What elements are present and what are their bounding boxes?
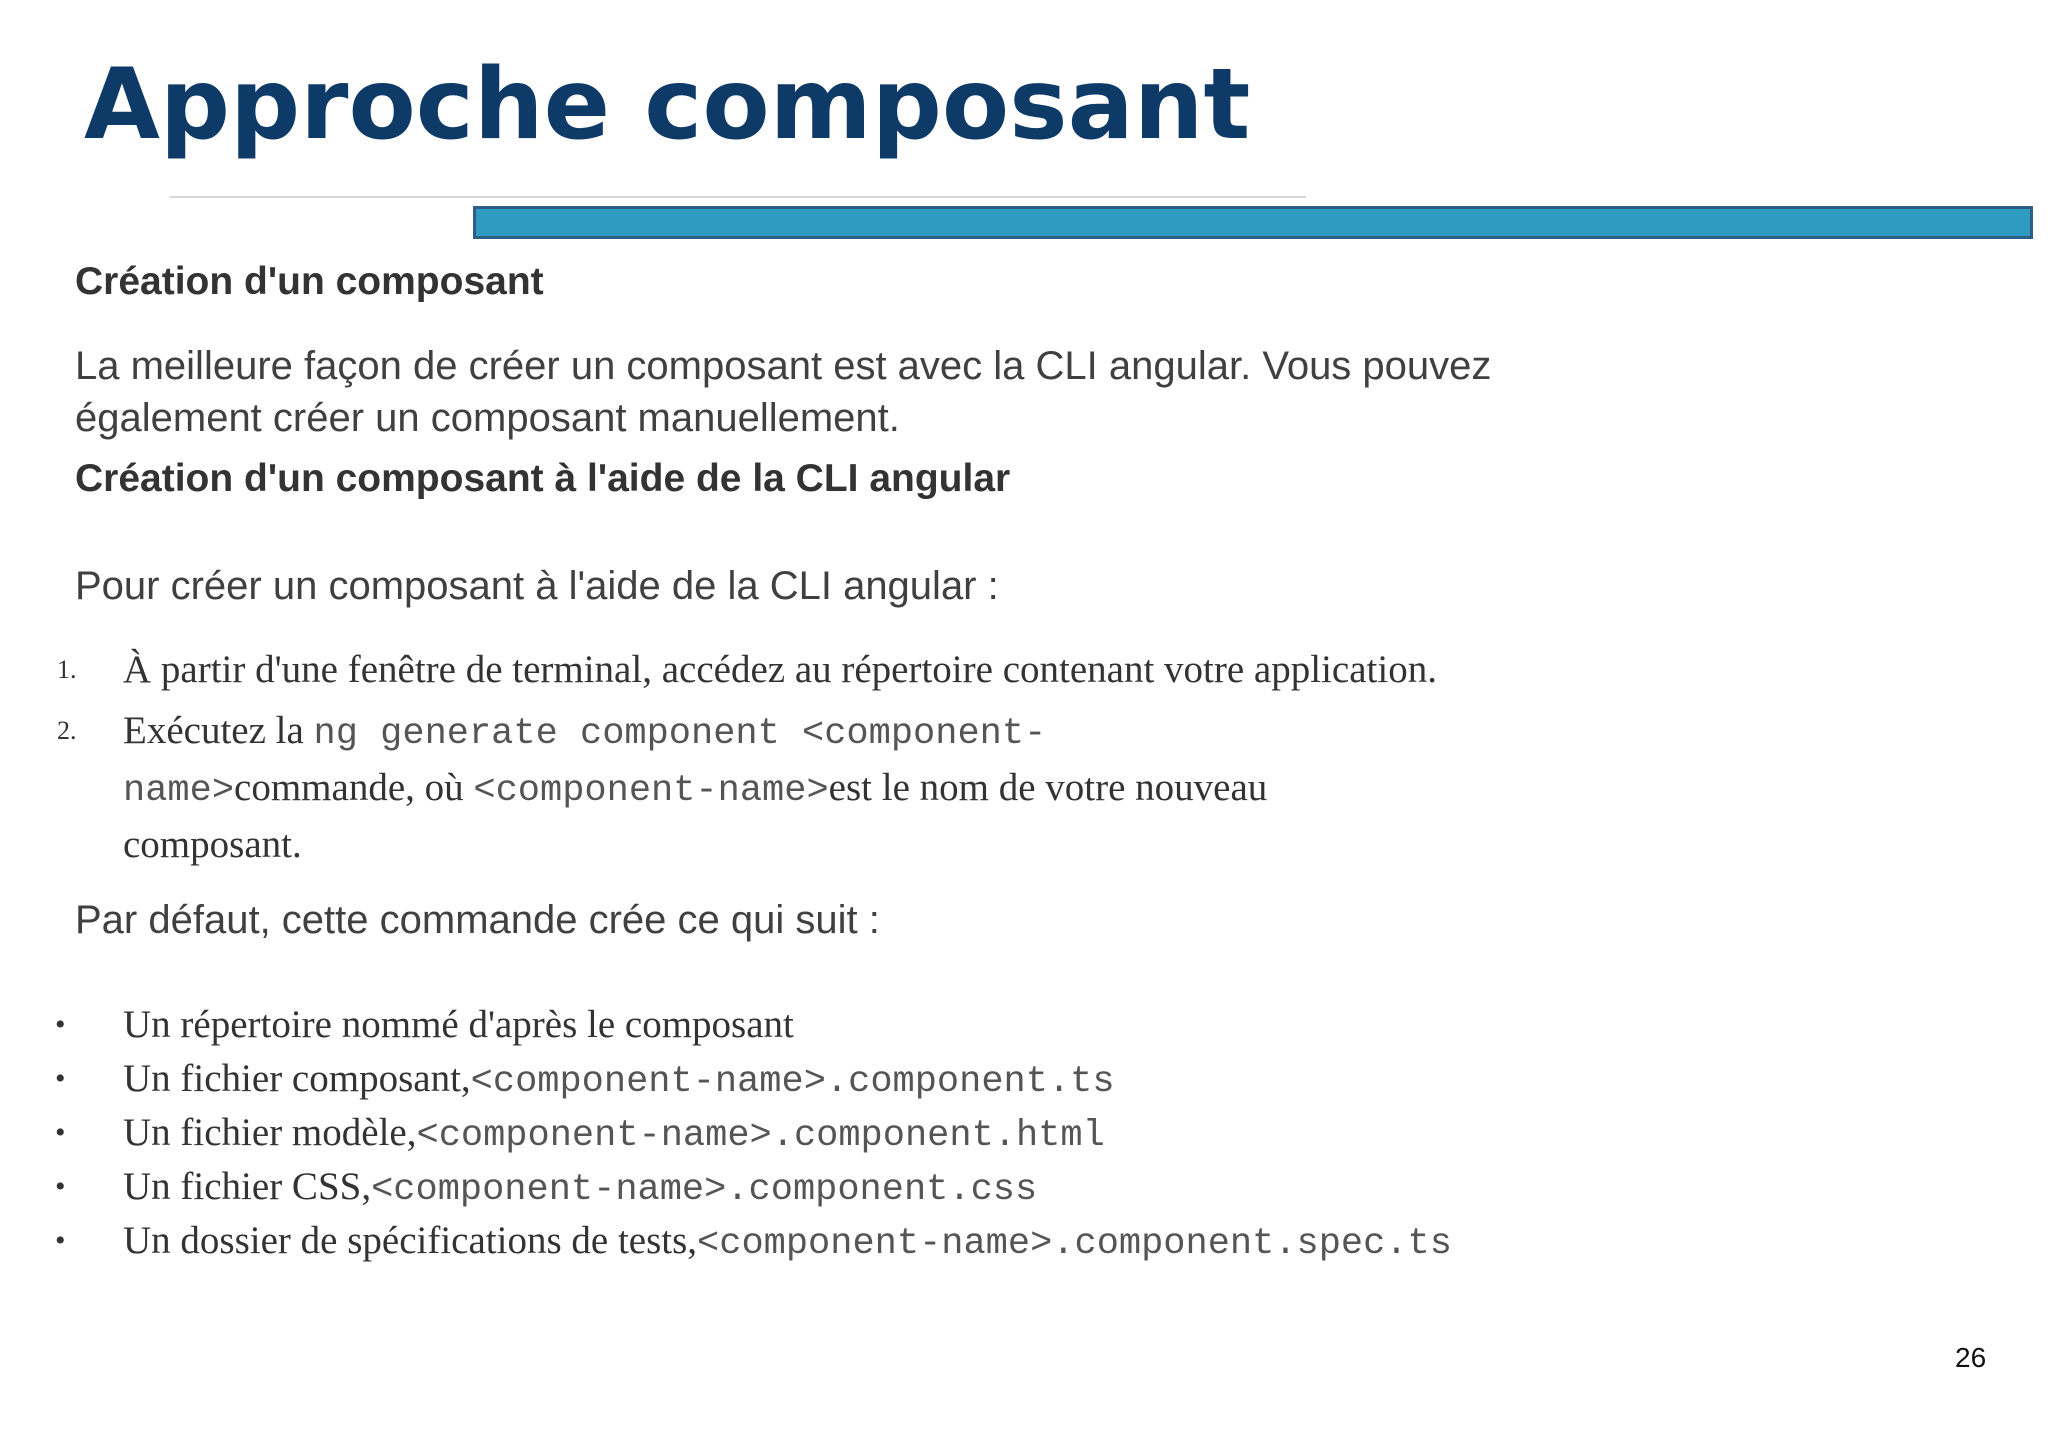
title-divider (170, 196, 1306, 198)
list-item-code: <component-name>.component.css (371, 1169, 1038, 1211)
page-number: 26 (1955, 1342, 1987, 1373)
bullet-marker: • (55, 1062, 66, 1095)
step-line-3 (123, 818, 1267, 872)
list-item-code: <component-name>.component.ts (470, 1061, 1115, 1103)
bullet-marker: • (55, 1224, 66, 1257)
step-suffix: est le nom de votre nouveau (828, 766, 1268, 809)
section-heading-creation: Création d'un composant (75, 260, 544, 303)
section-heading-cli: Création d'un composant à l'aide de la CLI angular (75, 457, 1011, 500)
list-item (55, 1160, 1038, 1217)
step-middle: commande, où (234, 766, 474, 809)
step-text: À partir d'une fenêtre de terminal, accédez au répertoire contenant votre application. (123, 648, 1437, 691)
default-intro: Par défaut, cette commande crée ce qui suit : (75, 898, 880, 942)
list-item (55, 1214, 1452, 1271)
list-item (55, 1052, 1115, 1109)
step-suffix-end: composant. (123, 823, 302, 866)
accent-bar (473, 206, 2033, 239)
code-component-name: <component-name> (473, 770, 829, 812)
list-item-text: Un fichier composant, (123, 1057, 471, 1100)
intro-paragraph: La meilleure façon de créer un composant est avec la CLI angular. Vous pouvez également créer un composant manuellement. (75, 344, 1492, 440)
code-command: ng generate component <component- (313, 713, 1047, 755)
step-item-2 (57, 704, 1268, 872)
step-item-1 (57, 643, 1437, 697)
bullet-marker: • (55, 1008, 66, 1041)
list-item-text: Un répertoire nommé d'après le composant (123, 1003, 794, 1046)
list-item-text: Un dossier de spécifications de tests, (123, 1219, 698, 1262)
list-item-code: <component-name>.component.html (416, 1115, 1105, 1157)
step-marker: 2. (57, 716, 77, 745)
step-marker: 1. (57, 655, 77, 684)
list-item (55, 1106, 1105, 1163)
step-prefix: Exécutez la (123, 709, 314, 752)
step-line-1 (123, 704, 1267, 761)
list-item-text: Un fichier modèle, (123, 1111, 417, 1154)
list-item-code: <component-name>.component.spec.ts (697, 1223, 1452, 1265)
list-item (55, 998, 794, 1055)
bullet-marker: • (55, 1170, 66, 1203)
code-command-cont: name> (123, 770, 235, 812)
list-item-text: Un fichier CSS, (123, 1165, 372, 1208)
slide-title: Approche composant (84, 48, 1251, 162)
steps-intro: Pour créer un composant à l'aide de la CLI angular : (75, 564, 999, 608)
step-line-2 (123, 761, 1267, 818)
bullet-marker: • (55, 1116, 66, 1149)
